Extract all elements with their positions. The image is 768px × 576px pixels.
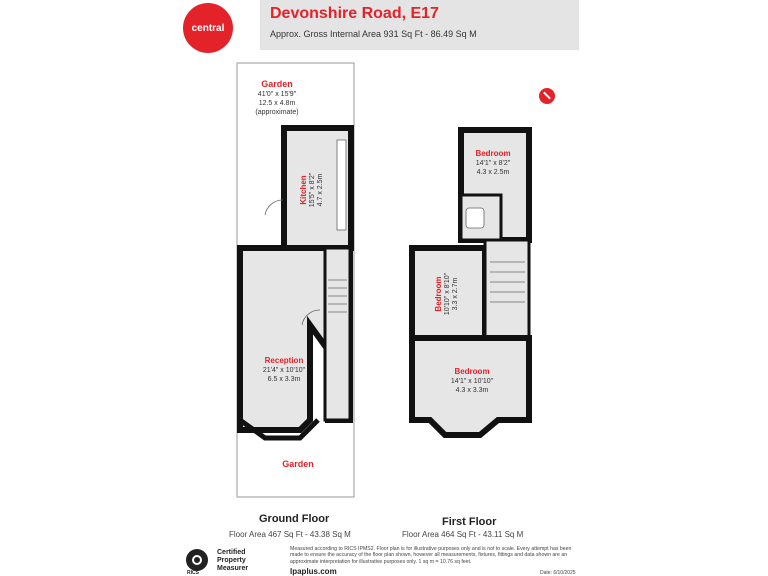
rics-text: RICS — [187, 570, 199, 576]
bedroom-top-dims2: 4.3 x 2.5m — [476, 169, 510, 176]
reception-name: Reception — [264, 356, 304, 365]
bedroom-top-dims1: 14'1" x 8'2" — [475, 160, 511, 167]
plan-date: Date: 6/10/2025 — [540, 570, 576, 576]
garden-top-name: Garden — [261, 79, 293, 89]
ground-floor-title: Ground Floor — [259, 513, 330, 525]
kitchen-label — [299, 172, 324, 207]
bedroom-mid-label — [434, 272, 459, 315]
certified-measurer: Certified Property Measurer — [217, 549, 249, 572]
bedroom-front-dims1: 14'1" x 10'10" — [450, 378, 494, 385]
ground-floor-area: Floor Area 467 Sq Ft - 43.38 Sq M — [229, 530, 351, 539]
kitchen-name: Kitchen — [299, 175, 308, 205]
logo-text: central — [191, 22, 225, 34]
bedroom-top-name: Bedroom — [475, 149, 511, 158]
kitchen-dims1: 15'5" x 8'2" — [309, 172, 316, 208]
site-link[interactable]: lpaplus.com — [290, 567, 337, 576]
disclaimer-text: Measured according to RICS IPMS2. Floor plan is for illustrative purposes only and is not to scale. Every attempt has been made to ensure the accuracy of the floor plan shown, however all measurements, fixtures, fittings and data shown are an approximate interpretation for illustrative purposes only. 1 sq m = 10.76 sq feet. — [290, 546, 572, 565]
garden-top-dims1: 41'0" x 15'9" — [257, 91, 297, 98]
hallway — [325, 248, 350, 420]
bedroom-front-name: Bedroom — [454, 367, 490, 376]
first-floor-title: First Floor — [442, 516, 497, 528]
landing — [485, 240, 529, 338]
reception-dims1: 21'4" x 10'10" — [262, 367, 306, 374]
bath-icon — [466, 208, 484, 228]
kitchen-counter — [337, 140, 346, 230]
bedroom-front-dims2: 4.3 x 3.3m — [455, 387, 489, 394]
kitchen-dims2: 4.7 x 2.5m — [317, 173, 324, 207]
rics-logo-icon — [186, 549, 208, 571]
property-title: Devonshire Road, E17 — [270, 5, 439, 22]
bedroom-mid-dims1: 10'10" x 8'10" — [444, 272, 451, 316]
garden-top-dims2: 12.5 x 4.8m — [258, 100, 296, 107]
bedroom-mid-name: Bedroom — [434, 276, 443, 312]
bedroom-mid-dims2: 3.3 x 2.7m — [452, 277, 459, 311]
reception-dims2: 6.5 x 3.3m — [267, 376, 301, 383]
first-floor-area: Floor Area 464 Sq Ft - 43.11 Sq M — [402, 530, 524, 539]
garden-top-note: (approximate) — [255, 109, 299, 116]
property-area: Approx. Gross Internal Area 931 Sq Ft - 86.49 Sq M — [270, 29, 477, 39]
garden-bottom-name: Garden — [282, 459, 314, 469]
